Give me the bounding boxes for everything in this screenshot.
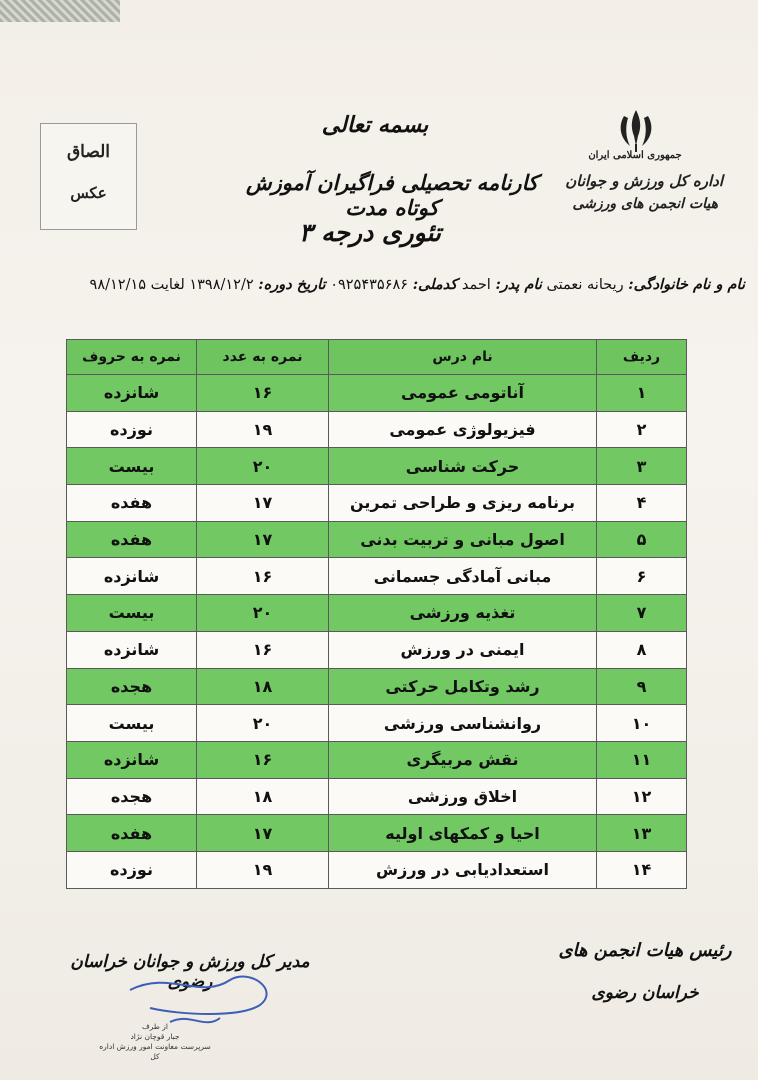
cell-row-number: ۹ xyxy=(597,668,687,705)
cell-grade-words: بیست xyxy=(67,705,197,742)
cell-course-name: اصول مبانی و تربیت بدنی xyxy=(329,521,597,558)
national-id-label: کدملی: xyxy=(412,276,458,293)
cell-course-name: مبانی آمادگی جسمانی xyxy=(329,558,597,595)
cell-grade-words: هفده xyxy=(67,485,197,522)
cell-course-name: احیا و کمکهای اولیه xyxy=(329,815,597,852)
name-label: نام و نام خانوادگی: xyxy=(628,276,745,293)
signatory-right-title: رئیس هیات انجمن های xyxy=(558,940,732,961)
table-row xyxy=(67,778,687,815)
signatory-left-title: مدیر کل ورزش و جوانان خراسان رضوی xyxy=(70,952,310,992)
header-grade-words: نمره به حروف xyxy=(67,340,197,375)
table-header-row xyxy=(67,340,687,375)
name-value: ریحانه نعمتی xyxy=(546,277,624,293)
cell-grade-number: ۱۷ xyxy=(197,815,329,852)
table-row xyxy=(67,595,687,632)
cell-grade-words: هفده xyxy=(67,815,197,852)
cell-row-number: ۱۲ xyxy=(597,778,687,815)
cell-grade-number: ۱۹ xyxy=(197,411,329,448)
cell-grade-number: ۱۷ xyxy=(197,521,329,558)
document-title: کارنامه تحصیلی فراگیران آموزش کوتاه مدت xyxy=(246,170,538,220)
cell-grade-words: شانزده xyxy=(67,558,197,595)
cell-course-name: استعدادیابی در ورزش xyxy=(329,851,597,888)
cell-grade-number: ۱۹ xyxy=(197,851,329,888)
cell-course-name: روانشناسی ورزشی xyxy=(329,705,597,742)
background-texture xyxy=(0,0,120,22)
bismillah-heading: بسمه تعالی xyxy=(321,112,429,138)
org-name: اداره کل ورزش و جوانان xyxy=(565,172,723,190)
country-label: جمهوری اسلامی ایران xyxy=(588,150,682,161)
cell-course-name: برنامه ریزی و طراحی تمرین xyxy=(329,485,597,522)
photo-label-2: عکس xyxy=(70,184,107,202)
iran-emblem-icon xyxy=(614,106,658,154)
cell-grade-words: شانزده xyxy=(67,741,197,778)
table-row xyxy=(67,375,687,412)
stamp-line-1: از طرف xyxy=(142,1022,168,1031)
student-info-line xyxy=(55,276,745,293)
cell-course-name: نقش مربیگری xyxy=(329,741,597,778)
cell-grade-number: ۱۶ xyxy=(197,558,329,595)
cell-row-number: ۲ xyxy=(597,411,687,448)
signatory-right-region: خراسان رضوی xyxy=(591,983,699,1003)
table-row xyxy=(67,558,687,595)
cell-grade-number: ۱۶ xyxy=(197,375,329,412)
cell-course-name: حرکت شناسی xyxy=(329,448,597,485)
header-row-number: ردیف xyxy=(597,340,687,375)
table-row xyxy=(67,851,687,888)
photo-label: الصاق xyxy=(66,142,110,162)
father-label: نام پدر: xyxy=(495,276,542,293)
cell-row-number: ۱۱ xyxy=(597,741,687,778)
table-row xyxy=(67,411,687,448)
table-row xyxy=(67,668,687,705)
cell-course-name: فیزیولوژی عمومی xyxy=(329,411,597,448)
cell-grade-words: بیست xyxy=(67,448,197,485)
period-value: ۱۳۹۸/۱۲/۲ لغایت ۹۸/۱۲/۱۵ xyxy=(89,277,254,293)
table-row xyxy=(67,448,687,485)
stamp-note xyxy=(95,1022,215,1062)
header-course-name: نام درس xyxy=(329,340,597,375)
national-id-value: ۰۹۲۵۴۳۵۶۸۶ xyxy=(330,277,409,293)
cell-row-number: ۱۴ xyxy=(597,851,687,888)
cell-row-number: ۱ xyxy=(597,375,687,412)
table-row xyxy=(67,521,687,558)
cell-grade-number: ۱۶ xyxy=(197,741,329,778)
cell-row-number: ۴ xyxy=(597,485,687,522)
period-label: تاریخ دوره: xyxy=(258,276,326,293)
cell-course-name: رشد وتکامل حرکتی xyxy=(329,668,597,705)
cell-grade-words: شانزده xyxy=(67,631,197,668)
cell-row-number: ۳ xyxy=(597,448,687,485)
cell-grade-words: شانزده xyxy=(67,375,197,412)
father-value: احمد xyxy=(461,277,491,293)
cell-course-name: آناتومی عمومی xyxy=(329,375,597,412)
grades-table xyxy=(66,339,687,889)
cell-row-number: ۷ xyxy=(597,595,687,632)
cell-row-number: ۶ xyxy=(597,558,687,595)
table-row xyxy=(67,485,687,522)
table-row xyxy=(67,741,687,778)
org-subname: هیات انجمن های ورزشی xyxy=(572,196,718,212)
document-subtitle: تئوری درجه ۳ xyxy=(299,218,441,247)
table-row xyxy=(67,705,687,742)
stamp-line-2: جبار قوچان نژاد xyxy=(130,1032,180,1041)
cell-grade-number: ۱۸ xyxy=(197,778,329,815)
cell-course-name: اخلاق ورزشی xyxy=(329,778,597,815)
cell-grade-words: هجده xyxy=(67,668,197,705)
cell-row-number: ۱۳ xyxy=(597,815,687,852)
cell-grade-number: ۱۶ xyxy=(197,631,329,668)
header-grade-number: نمره به عدد xyxy=(197,340,329,375)
cell-grade-words: هفده xyxy=(67,521,197,558)
grades-table-body xyxy=(67,375,687,889)
cell-grade-number: ۲۰ xyxy=(197,705,329,742)
cell-grade-number: ۲۰ xyxy=(197,448,329,485)
table-row xyxy=(67,815,687,852)
cell-row-number: ۸ xyxy=(597,631,687,668)
stamp-line-3: سرپرست معاونت امور ورزش اداره کل xyxy=(99,1042,211,1061)
cell-course-name: ایمنی در ورزش xyxy=(329,631,597,668)
cell-course-name: تغذیه ورزشی xyxy=(329,595,597,632)
cell-grade-number: ۱۸ xyxy=(197,668,329,705)
cell-grade-number: ۲۰ xyxy=(197,595,329,632)
cell-grade-words: بیست xyxy=(67,595,197,632)
table-row xyxy=(67,631,687,668)
cell-grade-words: هجده xyxy=(67,778,197,815)
cell-row-number: ۱۰ xyxy=(597,705,687,742)
photo-placeholder-box xyxy=(40,123,137,230)
cell-grade-words: نوزده xyxy=(67,851,197,888)
cell-row-number: ۵ xyxy=(597,521,687,558)
cell-grade-number: ۱۷ xyxy=(197,485,329,522)
cell-grade-words: نوزده xyxy=(67,411,197,448)
